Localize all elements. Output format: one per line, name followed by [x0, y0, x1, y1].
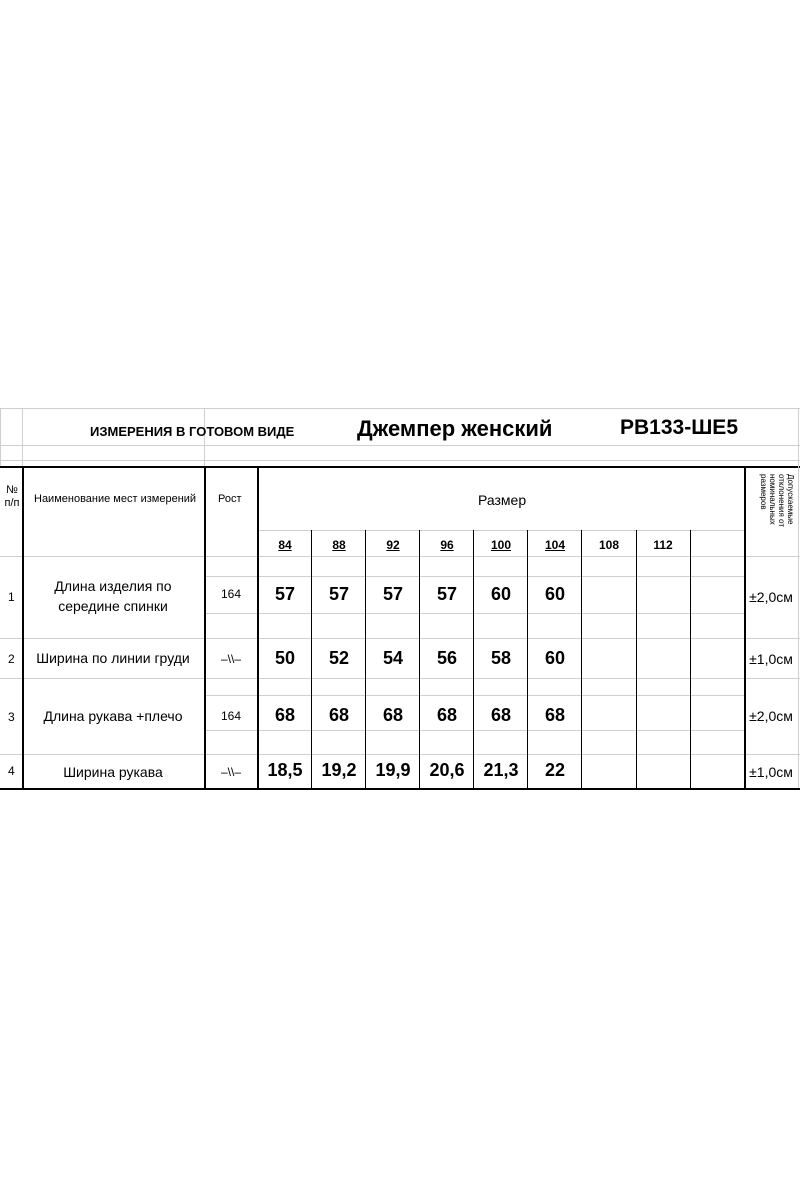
column-tolerance-header: Допускаемые отклонения от номинальных размеров	[759, 474, 795, 527]
tolerance-cell: ±1,0см	[749, 651, 793, 667]
grid-line	[205, 695, 744, 696]
row-height: –\\–	[220, 765, 241, 779]
column-border	[636, 530, 637, 788]
column-size-header: Размер	[478, 492, 527, 508]
value-cell: 57	[274, 584, 296, 604]
value-cell: 50	[274, 648, 296, 668]
row-name: Длина рукава +плечо	[43, 708, 183, 724]
value-cell: 58	[490, 648, 512, 668]
column-border	[22, 466, 24, 788]
value-cell: 57	[436, 584, 458, 604]
row-name: Длина изделия по середине спинки	[54, 578, 172, 614]
grid-line	[0, 638, 800, 639]
row-height: –\\–	[220, 652, 241, 666]
size-label: 92	[386, 538, 400, 552]
product-name: Джемпер женский	[357, 416, 553, 441]
grid-line	[0, 408, 1, 466]
value-cell: 68	[274, 705, 296, 725]
grid-line	[22, 408, 23, 466]
value-cell: 52	[328, 648, 350, 668]
value-cell: 68	[436, 705, 458, 725]
article-number: PB133-ШЕ5	[620, 416, 738, 439]
row-number: 2	[8, 652, 15, 666]
value-cell: 57	[382, 584, 404, 604]
value-cell: 19,9	[375, 760, 411, 780]
value-cell: 21,3	[483, 760, 519, 780]
column-num-header: № п/п	[4, 484, 20, 509]
row-number: 3	[8, 710, 15, 724]
size-label: 112	[653, 538, 673, 552]
row-name: Ширина по линии груди	[36, 650, 190, 666]
grid-line	[0, 556, 800, 557]
value-cell: 60	[544, 648, 566, 668]
grid-line	[205, 730, 744, 731]
grid-line	[0, 460, 800, 461]
size-label: 108	[598, 538, 620, 552]
value-cell: 54	[382, 648, 404, 668]
grid-line	[0, 678, 800, 679]
column-border	[744, 466, 746, 788]
grid-line	[0, 754, 800, 755]
size-label: 88	[332, 538, 346, 552]
grid-line	[205, 613, 744, 614]
column-height-header: Рост	[218, 493, 242, 505]
value-cell: 68	[382, 705, 404, 725]
value-cell: 22	[544, 760, 566, 780]
grid-line	[0, 408, 800, 409]
row-height: 164	[220, 709, 242, 723]
column-name-header: Наименование мест измерений	[34, 493, 197, 505]
column-border	[690, 530, 691, 788]
table-top-border	[0, 466, 800, 468]
size-label: 96	[440, 538, 454, 552]
table-bottom-border	[0, 788, 800, 790]
value-cell: 60	[544, 584, 566, 604]
value-cell: 60	[490, 584, 512, 604]
row-name: Ширина рукава	[63, 764, 163, 780]
value-cell: 19,2	[321, 760, 357, 780]
measurements-label: ИЗМЕРЕНИЯ В ГОТОВОМ ВИДЕ	[90, 424, 295, 439]
grid-line	[798, 408, 799, 788]
grid-line	[0, 445, 800, 446]
row-number: 1	[8, 590, 15, 604]
value-cell: 20,6	[429, 760, 465, 780]
value-cell: 68	[328, 705, 350, 725]
grid-line	[205, 576, 744, 577]
tolerance-cell: ±2,0см	[749, 708, 793, 724]
column-border	[204, 466, 206, 788]
measurement-table	[0, 408, 800, 790]
row-height: 164	[220, 587, 242, 601]
value-cell: 68	[544, 705, 566, 725]
row-number: 4	[8, 764, 15, 778]
value-cell: 57	[328, 584, 350, 604]
size-label: 104	[544, 538, 566, 552]
value-cell: 18,5	[267, 760, 303, 780]
value-cell: 56	[436, 648, 458, 668]
size-label: 84	[278, 538, 292, 552]
value-cell: 68	[490, 705, 512, 725]
tolerance-cell: ±2,0см	[749, 589, 793, 605]
column-border	[257, 466, 259, 788]
size-label: 100	[490, 538, 512, 552]
tolerance-cell: ±1,0см	[749, 764, 793, 780]
grid-line	[258, 530, 744, 531]
